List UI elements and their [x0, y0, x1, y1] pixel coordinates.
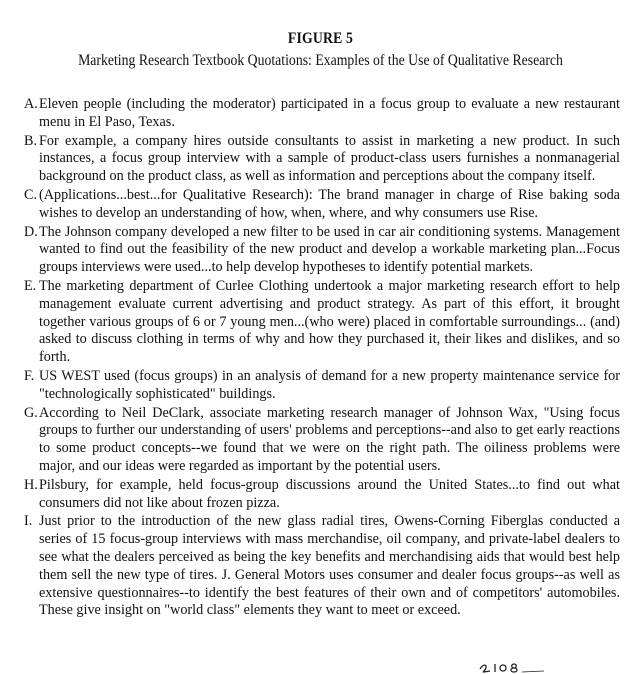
- item-letter: I.: [24, 513, 33, 530]
- quotation-item-d: [24, 224, 620, 277]
- figure-title: Marketing Research Textbook Quotations: Examples of the Use of Qualitative Research: [78, 52, 563, 69]
- item-letter: D.: [24, 223, 38, 240]
- item-letter: E.: [24, 277, 37, 294]
- item-letter: A.: [24, 96, 38, 112]
- quotation-item-g: [24, 405, 620, 476]
- item-text: For example, a company hires outside consultants to assist in marketing a new product. In such instances, a focus group interview with a sample of product-class users furnishes a nonmanagerial background on the product class, as well as information and perceptions about the company itself.: [39, 132, 620, 185]
- quotation-list: [24, 96, 620, 621]
- quotation-item-b: [24, 133, 620, 186]
- item-text: US WEST used (focus groups) in an analysis of demand for a new property maintenance service for "technologically sophisticated" buildings.: [39, 367, 620, 402]
- item-text: Pilsbury, for example, held focus-group discussions around the United States...to find out what consumers did not like about frozen pizza.: [39, 476, 620, 511]
- quotation-item-a: [24, 96, 620, 132]
- quotation-item-h: [24, 477, 620, 513]
- item-letter: F.: [24, 367, 35, 384]
- item-text: According to Neil DeClark, associate marketing research manager of Johnson Wax, "Using focus groups to further our understanding of users' problems and perceptions--and also to get early reactions to some product concepts--we found that we were on the right path. The oiliness problems were major, and our ideas were regarded as important by the potential users.: [39, 404, 620, 474]
- quotation-item-i: [24, 513, 620, 620]
- figure-label: FIGURE 5: [287, 30, 354, 47]
- item-text: The Johnson company developed a new filter to be used in car air conditioning systems. Management wanted to find out the feasibility of the new product and develop a workable marketing plan...Focus groups interviews were used...to help develop hypotheses to identify potential markets.: [39, 223, 620, 276]
- handwritten-mark: [478, 660, 548, 674]
- quotation-item-f: [24, 368, 620, 404]
- item-letter: C.: [24, 186, 38, 203]
- item-letter: B.: [24, 132, 38, 149]
- item-letter: H.: [24, 476, 38, 493]
- item-text: Just prior to the introduction of the new glass radial tires, Owens-Corning Fiberglas conducted a series of 15 focus-group interviews with mass merchandise, oil company, and private-label dealers to see what the dealers perceived as being the key benefits and merchandising aids that would best help them sell the new type of tires. J. General Motors uses consumer and dealer focus groups--as well as extensive questionnaires--to identify the best features of their own and of competitors' automobiles. These give insight on "world class" elements they want to meet or exceed.: [39, 513, 620, 619]
- item-letter: G.: [24, 404, 38, 421]
- item-text: (Applications...best...for Qualitative Research): The brand manager in charge of Rise baking soda wishes to develop an understanding of how, when, where, and why consumers use Rise.: [39, 186, 620, 221]
- item-text: Eleven people (including the moderator) participated in a focus group to evaluate a new restaurant menu in El Paso, Texas.: [39, 96, 620, 130]
- quotation-item-c: [24, 187, 620, 223]
- item-text: The marketing department of Curlee Clothing undertook a major marketing research effort to help management evaluate current advertising and product strategy. As part of this effort, it brought together various groups of 6 or 7 young men...(who were) placed in comfortable surroundings... (and) asked to discuss clothing in terms of why and how they purchased it, their likes and dislikes, and so forth.: [39, 277, 620, 366]
- quotation-item-e: [24, 278, 620, 367]
